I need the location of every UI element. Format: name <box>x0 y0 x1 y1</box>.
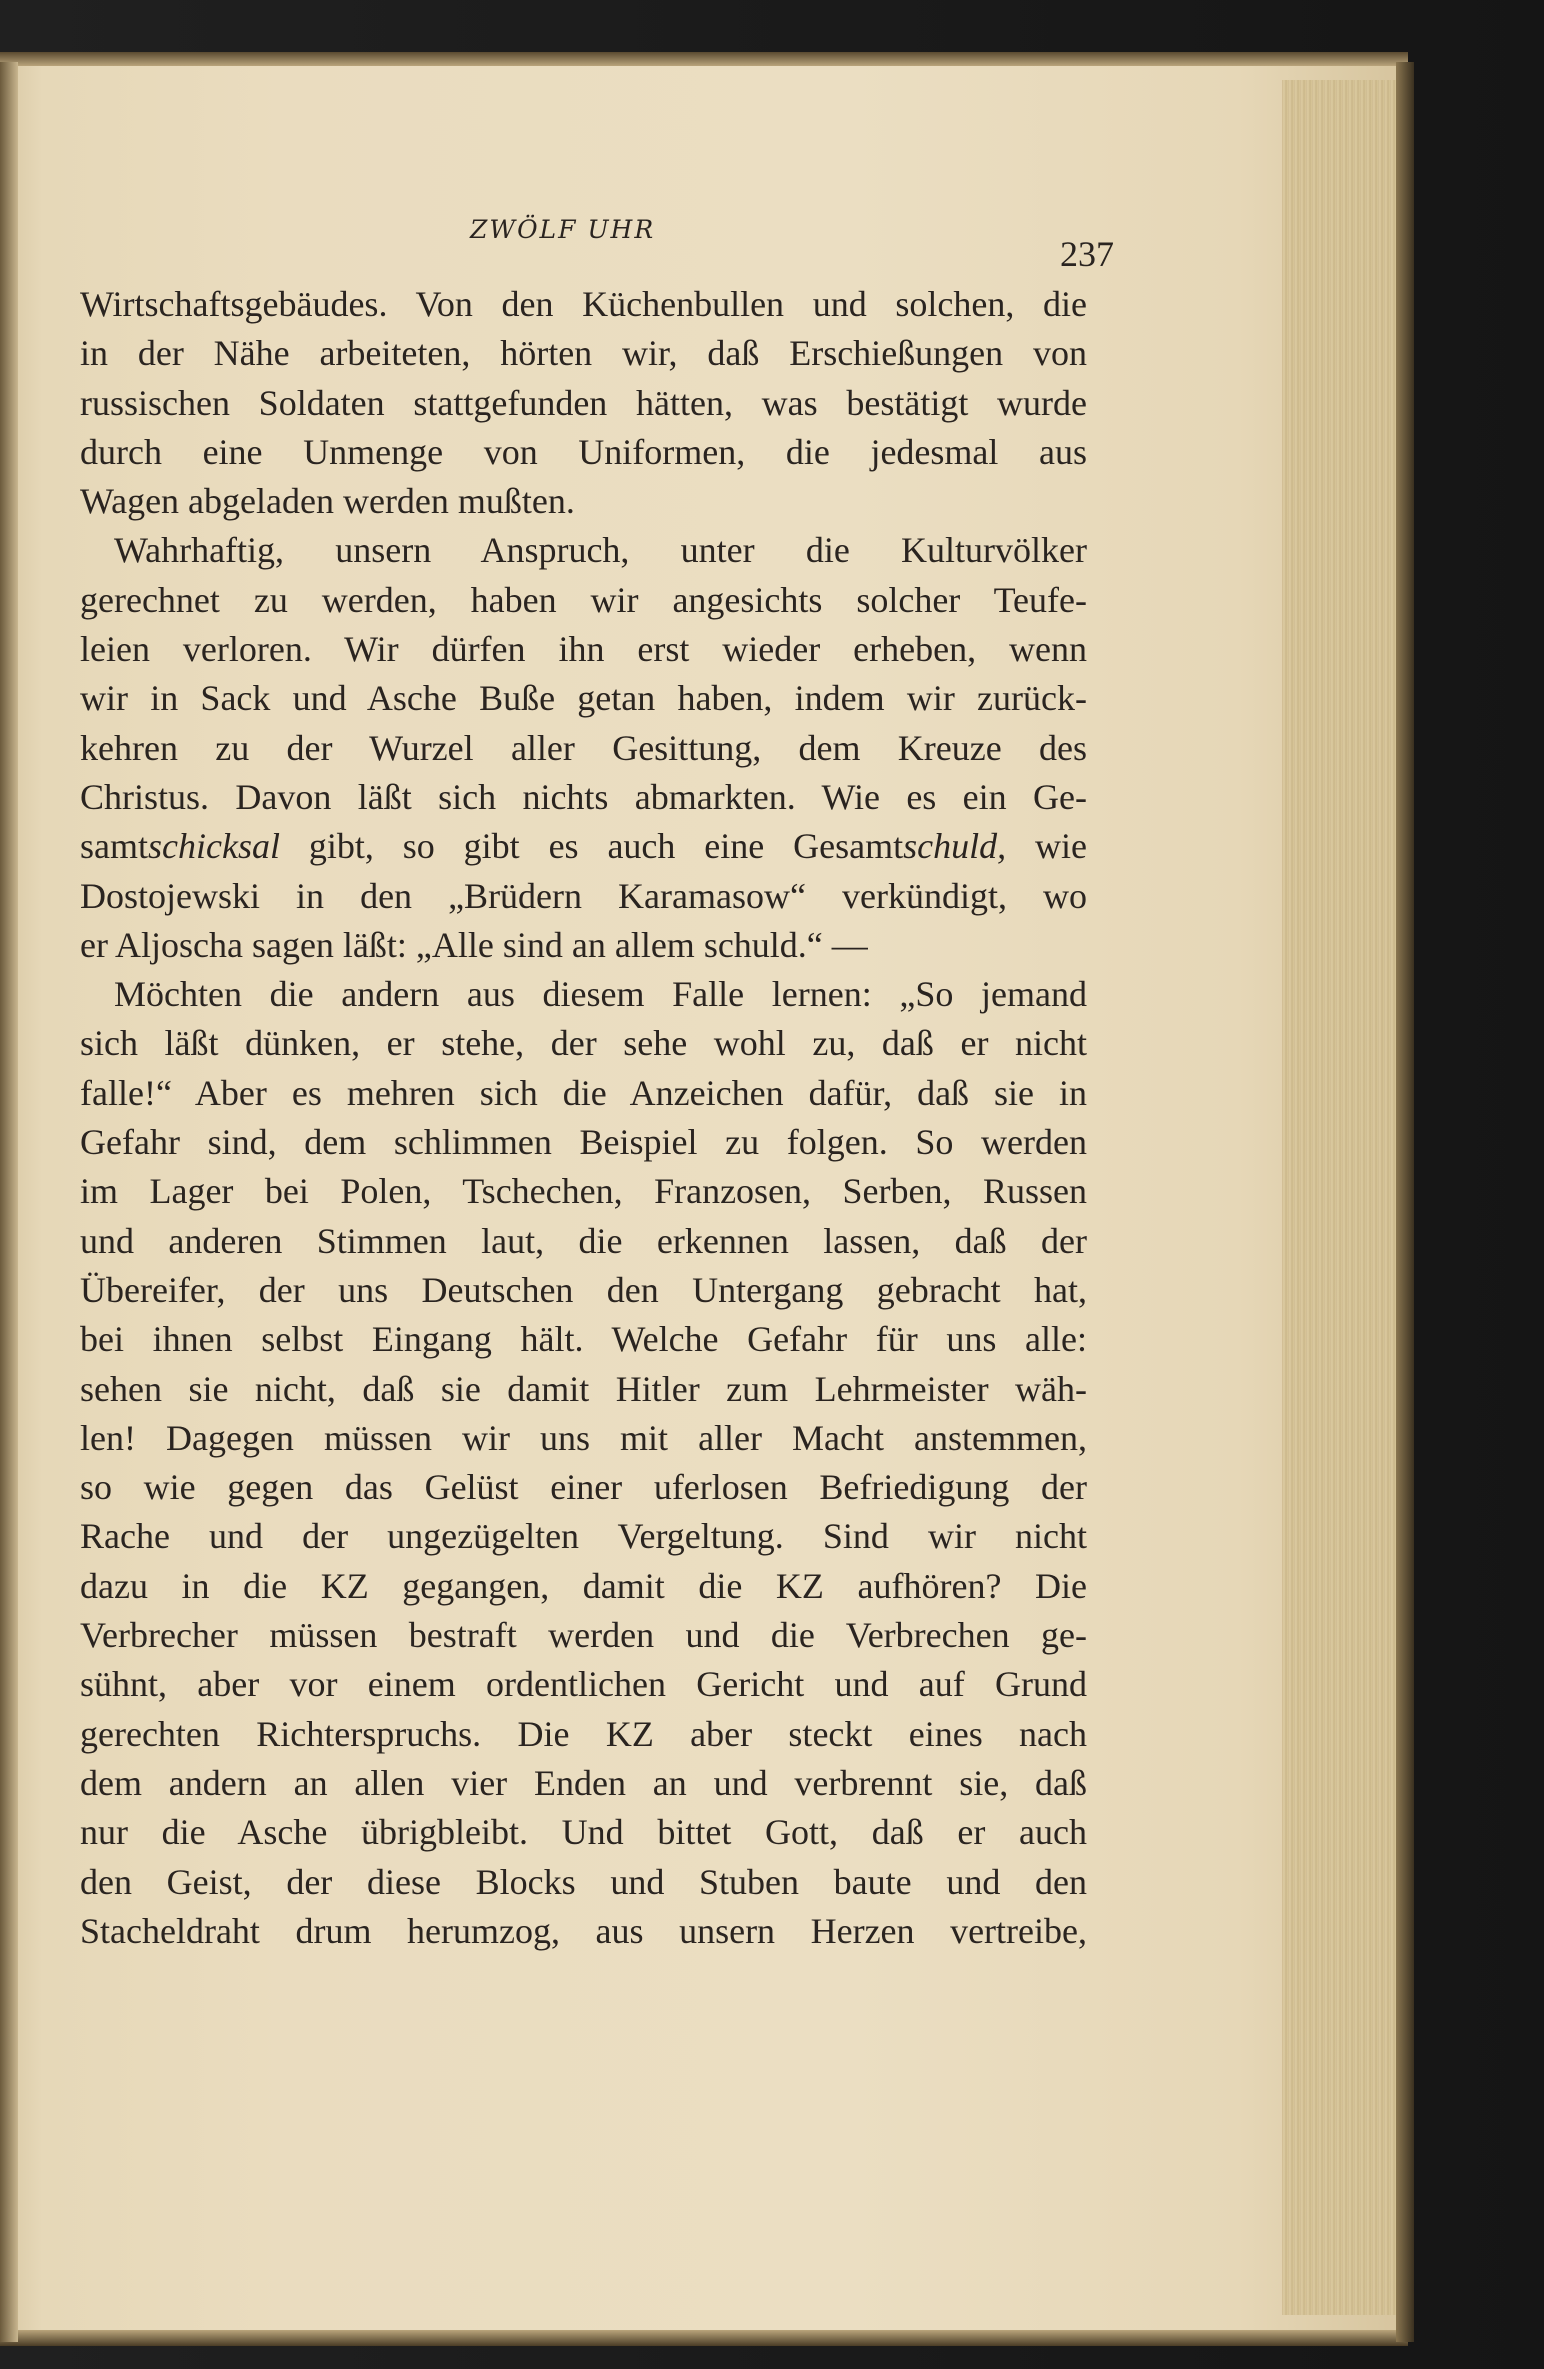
page-number: 237 <box>1060 234 1114 274</box>
text-line: sehen sie nicht, daß sie damit Hitler zum Lehrmeister wäh- <box>80 1368 1087 1409</box>
text-line: nur die Asche übrigbleibt. Und bittet Gott, daß er auch <box>80 1812 1087 1853</box>
text-line: im Lager bei Polen, Tschechen, Franzosen, Serben, Russen <box>80 1171 1087 1212</box>
text-line: sich läßt dünken, er stehe, der sehe wohl zu, daß er nicht <box>80 1023 1087 1064</box>
running-title: ZWÖLF UHR <box>470 215 656 244</box>
italic-fragment: schuld, <box>903 826 1007 867</box>
text-line: falle!“ Aber es mehren sich die Anzeichen dafür, daß sie in <box>80 1072 1087 1113</box>
text-line: gerechnet zu werden, haben wir angesichts solcher Teufe- <box>80 579 1087 620</box>
text-line: Rache und der ungezügelten Vergeltung. Sind wir nicht <box>80 1516 1087 1557</box>
italic-fragment: schicksal <box>148 826 280 867</box>
text-line: dazu in die KZ gegangen, damit die KZ aufhören? Die <box>80 1565 1087 1606</box>
text-line: gerechten Richterspruchs. Die KZ aber steckt eines nach <box>80 1713 1087 1754</box>
text-line: len! Dagegen müssen wir uns mit aller Macht anstemmen, <box>80 1417 1087 1458</box>
page-top-edge <box>0 52 1408 66</box>
text-line: Wirtschaftsgebäudes. Von den Küchenbullen und solchen, die <box>80 284 1087 324</box>
text-line: Wagen abgeladen werden mußten. <box>80 481 575 522</box>
text-line: durch eine Unmenge von Uniformen, die jedesmal aus <box>80 431 1087 472</box>
text-line: so wie gegen das Gelüst einer uferlosen Befriedigung der <box>80 1467 1087 1508</box>
text-line: wir in Sack und Asche Buße getan haben, indem wir zurück- <box>80 678 1087 719</box>
text-line: dem andern an allen vier Enden an und verbrennt sie, daß <box>80 1762 1087 1803</box>
edge-shadow <box>1396 62 1414 2342</box>
text-line: Übereifer, der uns Deutschen den Untergang gebracht hat, <box>80 1269 1087 1310</box>
text-line: Stacheldraht drum herumzog, aus unsern Herzen vertreibe, <box>80 1910 1087 1951</box>
text-line: den Geist, der diese Blocks und Stuben baute und den <box>80 1861 1087 1902</box>
text-fragment: gibt, so gibt es auch eine Gesamt <box>279 826 904 867</box>
text-line: Gefahr sind, dem schlimmen Beispiel zu folgen. So werden <box>80 1122 1087 1163</box>
text-line-with-italics <box>80 822 1087 871</box>
text-line: Verbrecher müssen bestraft werden und die Verbrechen ge- <box>80 1615 1087 1656</box>
page-header <box>0 215 1140 275</box>
binding-edge <box>0 62 18 2342</box>
text-line: Dostojewski in den „Brüdern Karamasow“ verkündigt, wo <box>80 875 1087 916</box>
text-line: russischen Soldaten stattgefunden hätten, was bestätigt wurde <box>80 382 1087 423</box>
text-fragment: samt <box>80 826 148 867</box>
text-line: und anderen Stimmen laut, die erkennen lassen, daß der <box>80 1220 1087 1261</box>
body-text <box>80 280 1087 1956</box>
text-line: Christus. Davon läßt sich nichts abmarkten. Wie es ein Ge- <box>80 776 1087 817</box>
text-line: er Aljoscha sagen läßt: „Alle sind an allem schuld.“ — <box>80 924 868 965</box>
page-fore-edge <box>1282 80 1402 2315</box>
text-line: kehren zu der Wurzel aller Gesittung, dem Kreuze des <box>80 727 1087 768</box>
text-line: leien verloren. Wir dürfen ihn erst wieder erheben, wenn <box>80 629 1087 670</box>
text-fragment: wie <box>1006 826 1087 867</box>
text-line: Wahrhaftig, unsern Anspruch, unter die Kulturvölker <box>114 530 1087 571</box>
text-line: sühnt, aber vor einem ordentlichen Gericht und auf Grund <box>80 1664 1087 1705</box>
text-line: bei ihnen selbst Eingang hält. Welche Gefahr für uns alle: <box>80 1319 1087 1360</box>
text-line: in der Nähe arbeiteten, hörten wir, daß Erschießungen von <box>80 333 1087 374</box>
page-bottom-edge <box>0 2330 1408 2346</box>
text-line: Möchten die andern aus diesem Falle lernen: „So jemand <box>114 974 1087 1015</box>
